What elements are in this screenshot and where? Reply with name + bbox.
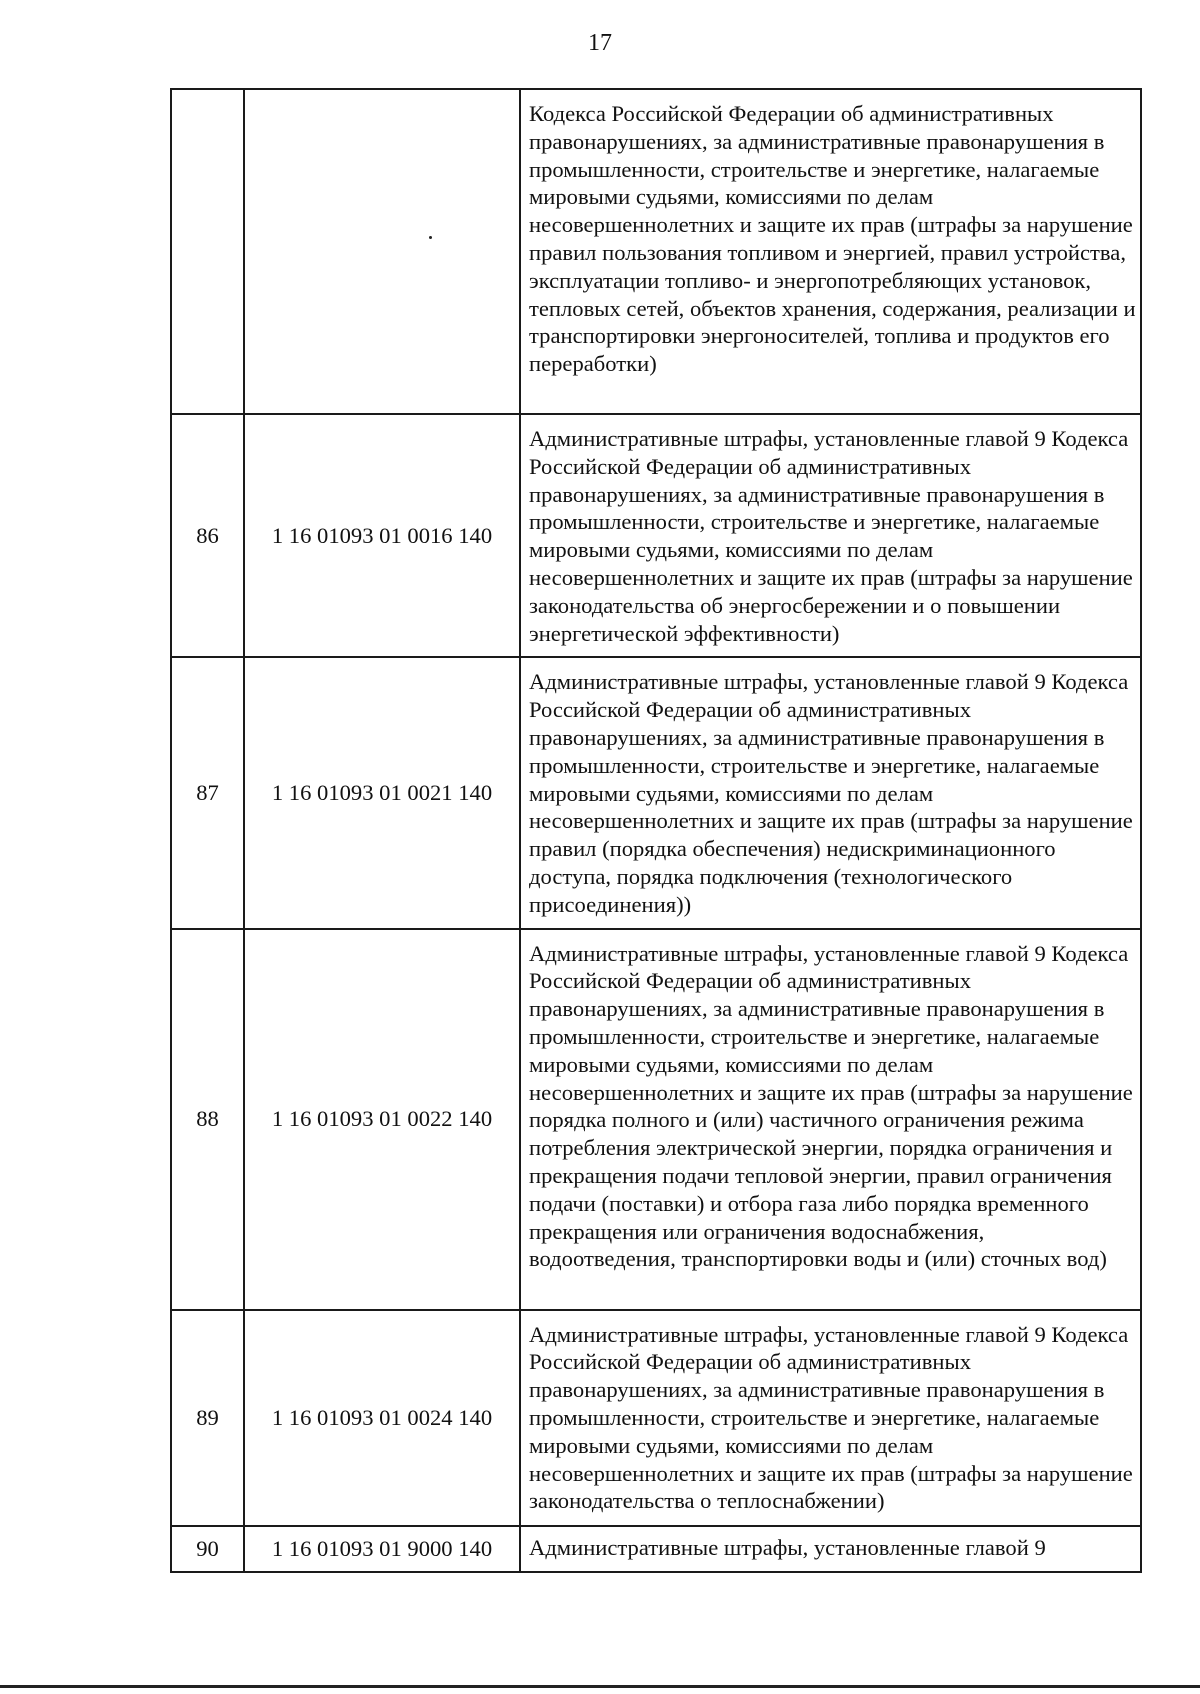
scan-edge-line	[0, 1685, 1200, 1688]
revenue-codes-table	[170, 88, 1142, 1573]
table-row	[171, 657, 1141, 928]
table-row	[171, 1310, 1141, 1526]
row-number-cell: 90	[171, 1526, 244, 1572]
table-row	[171, 1526, 1141, 1572]
description-cell: Административные штрафы, установленные главой 9 Кодекса Российской Федерации об административных правонарушениях, за административные правонарушения в промышленности, строительстве и энергетике, налагаемые мировыми судьями, комиссиями по делам несовершеннолетних и защите их прав (штрафы за нарушение правил (порядка обеспечения) недискриминационного доступа, порядка подключения (технологического присоединения))	[520, 657, 1141, 928]
budget-code-cell: 1 16 01093 01 0021 140	[244, 657, 520, 928]
table-row	[171, 414, 1141, 657]
row-number-cell: 88	[171, 929, 244, 1310]
budget-code-cell: 1 16 01093 01 0024 140	[244, 1310, 520, 1526]
table-row	[171, 929, 1141, 1310]
budget-code-cell	[244, 89, 520, 414]
description-cell: Административные штрафы, установленные главой 9	[520, 1526, 1141, 1572]
table-row	[171, 89, 1141, 414]
stray-dot-mark	[429, 236, 432, 239]
row-number-cell	[171, 89, 244, 414]
budget-code-cell: 1 16 01093 01 0016 140	[244, 414, 520, 657]
row-number-cell: 87	[171, 657, 244, 928]
description-cell: Административные штрафы, установленные главой 9 Кодекса Российской Федерации об административных правонарушениях, за административные правонарушения в промышленности, строительстве и энергетике, налагаемые мировыми судьями, комиссиями по делам несовершеннолетних и защите их прав (штрафы за нарушение законодательства о теплоснабжении)	[520, 1310, 1141, 1526]
description-cell: Административные штрафы, установленные главой 9 Кодекса Российской Федерации об административных правонарушениях, за административные правонарушения в промышленности, строительстве и энергетике, налагаемые мировыми судьями, комиссиями по делам несовершеннолетних и защите их прав (штрафы за нарушение порядка полного и (или) частичного ограничения режима потребления электрической энергии, порядка ограничения и прекращения подачи тепловой энергии, правил ограничения подачи (поставки) и отбора газа либо порядка временного прекращения или ограничения водоснабжения, водоотведения, транспортировки воды и (или) сточных вод)	[520, 929, 1141, 1310]
page-number: 17	[588, 30, 612, 56]
budget-code-cell: 1 16 01093 01 9000 140	[244, 1526, 520, 1572]
budget-code-cell: 1 16 01093 01 0022 140	[244, 929, 520, 1310]
row-number-cell: 89	[171, 1310, 244, 1526]
row-number-cell: 86	[171, 414, 244, 657]
description-cell: Кодекса Российской Федерации об административных правонарушениях, за административные правонарушения в промышленности, строительстве и энергетике, налагаемые мировыми судьями, комиссиями по делам несовершеннолетних и защите их прав (штрафы за нарушение правил пользования топливом и энергией, правил устройства, эксплуатации топливо- и энергопотребляющих установок, тепловых сетей, объектов хранения, содержания, реализации и транспортировки энергоносителей, топлива и продуктов его переработки)	[520, 89, 1141, 414]
description-cell: Административные штрафы, установленные главой 9 Кодекса Российской Федерации об административных правонарушениях, за административные правонарушения в промышленности, строительстве и энергетике, налагаемые мировыми судьями, комиссиями по делам несовершеннолетних и защите их прав (штрафы за нарушение законодательства об энергосбережении и о повышении энергетической эффективности)	[520, 414, 1141, 657]
